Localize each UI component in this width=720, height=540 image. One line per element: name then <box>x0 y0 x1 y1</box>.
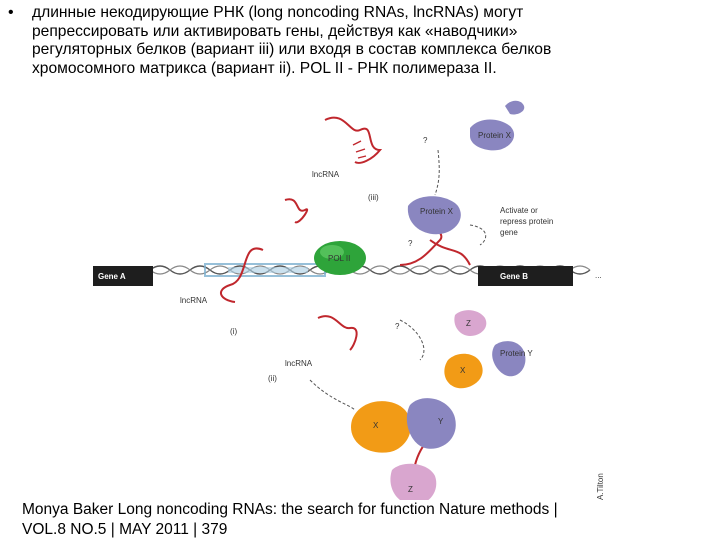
question-mark-2: ? <box>408 239 413 248</box>
variant-i-label: (i) <box>230 327 238 336</box>
variant-ii-label: (ii) <box>268 374 277 383</box>
protein-z-big-label: Z <box>408 485 413 494</box>
citation <box>20 500 560 540</box>
gene-a-label: Gene A <box>98 272 126 281</box>
activate-line-3: gene <box>500 228 518 237</box>
protein-top-right-shape <box>505 101 524 115</box>
protein-y-big-shape <box>407 398 456 449</box>
question-mark-1: ? <box>423 136 428 145</box>
slide-text-line: длинные некодирующие РНК (long noncoding RNAs, lncRNAs) могут <box>32 4 524 21</box>
variant-iii-label: (iii) <box>368 193 379 202</box>
protein-x-big-label: X <box>373 421 379 430</box>
lncrna-top-label: lncRNA <box>312 170 340 179</box>
protein-z-small-label: Z <box>466 319 471 328</box>
protein-y-small-shape <box>492 341 525 376</box>
citation-line-2: VOL.8 NO.5 | MAY 2011 | 379 <box>22 521 228 538</box>
slide-text-line: хромосомного матрикса (вариант ii). POL II - РНК полимераза II. <box>32 59 497 77</box>
protein-x-mid-label: Protein X <box>420 207 453 216</box>
citation-line-1: Monya Baker Long noncoding RNAs: the search for function Nature methods | <box>22 501 558 518</box>
side-credit: A.Tilton <box>596 473 605 500</box>
protein-x-big-shape <box>351 401 411 453</box>
lncrna-mid-label: lncRNA <box>180 296 208 305</box>
activate-line-1: Activate or <box>500 206 538 215</box>
protein-x-top-label: Protein X <box>478 131 511 140</box>
protein-x-small-label: X <box>460 366 466 375</box>
slide-text-line: репрессировать или активировать гены, действуя как «наводчики» <box>32 22 518 40</box>
ellipsis-label: ... <box>595 271 602 280</box>
activate-line-2: repress protein <box>500 217 554 226</box>
slide-text-line: регуляторных белков (вариант iii) или входя в состав комплекса белков <box>32 41 552 58</box>
protein-z-big-shape <box>390 464 436 505</box>
bullet-marker: • <box>8 4 14 21</box>
gene-b-label: Gene B <box>500 272 529 281</box>
lncrna-low-label: lncRNA <box>285 359 313 368</box>
question-mark-3: ? <box>395 322 400 331</box>
protein-y-big-label: Y <box>438 417 444 426</box>
protein-y-small-label: Protein Y <box>500 349 533 358</box>
pol2-label: POL II <box>328 254 351 263</box>
